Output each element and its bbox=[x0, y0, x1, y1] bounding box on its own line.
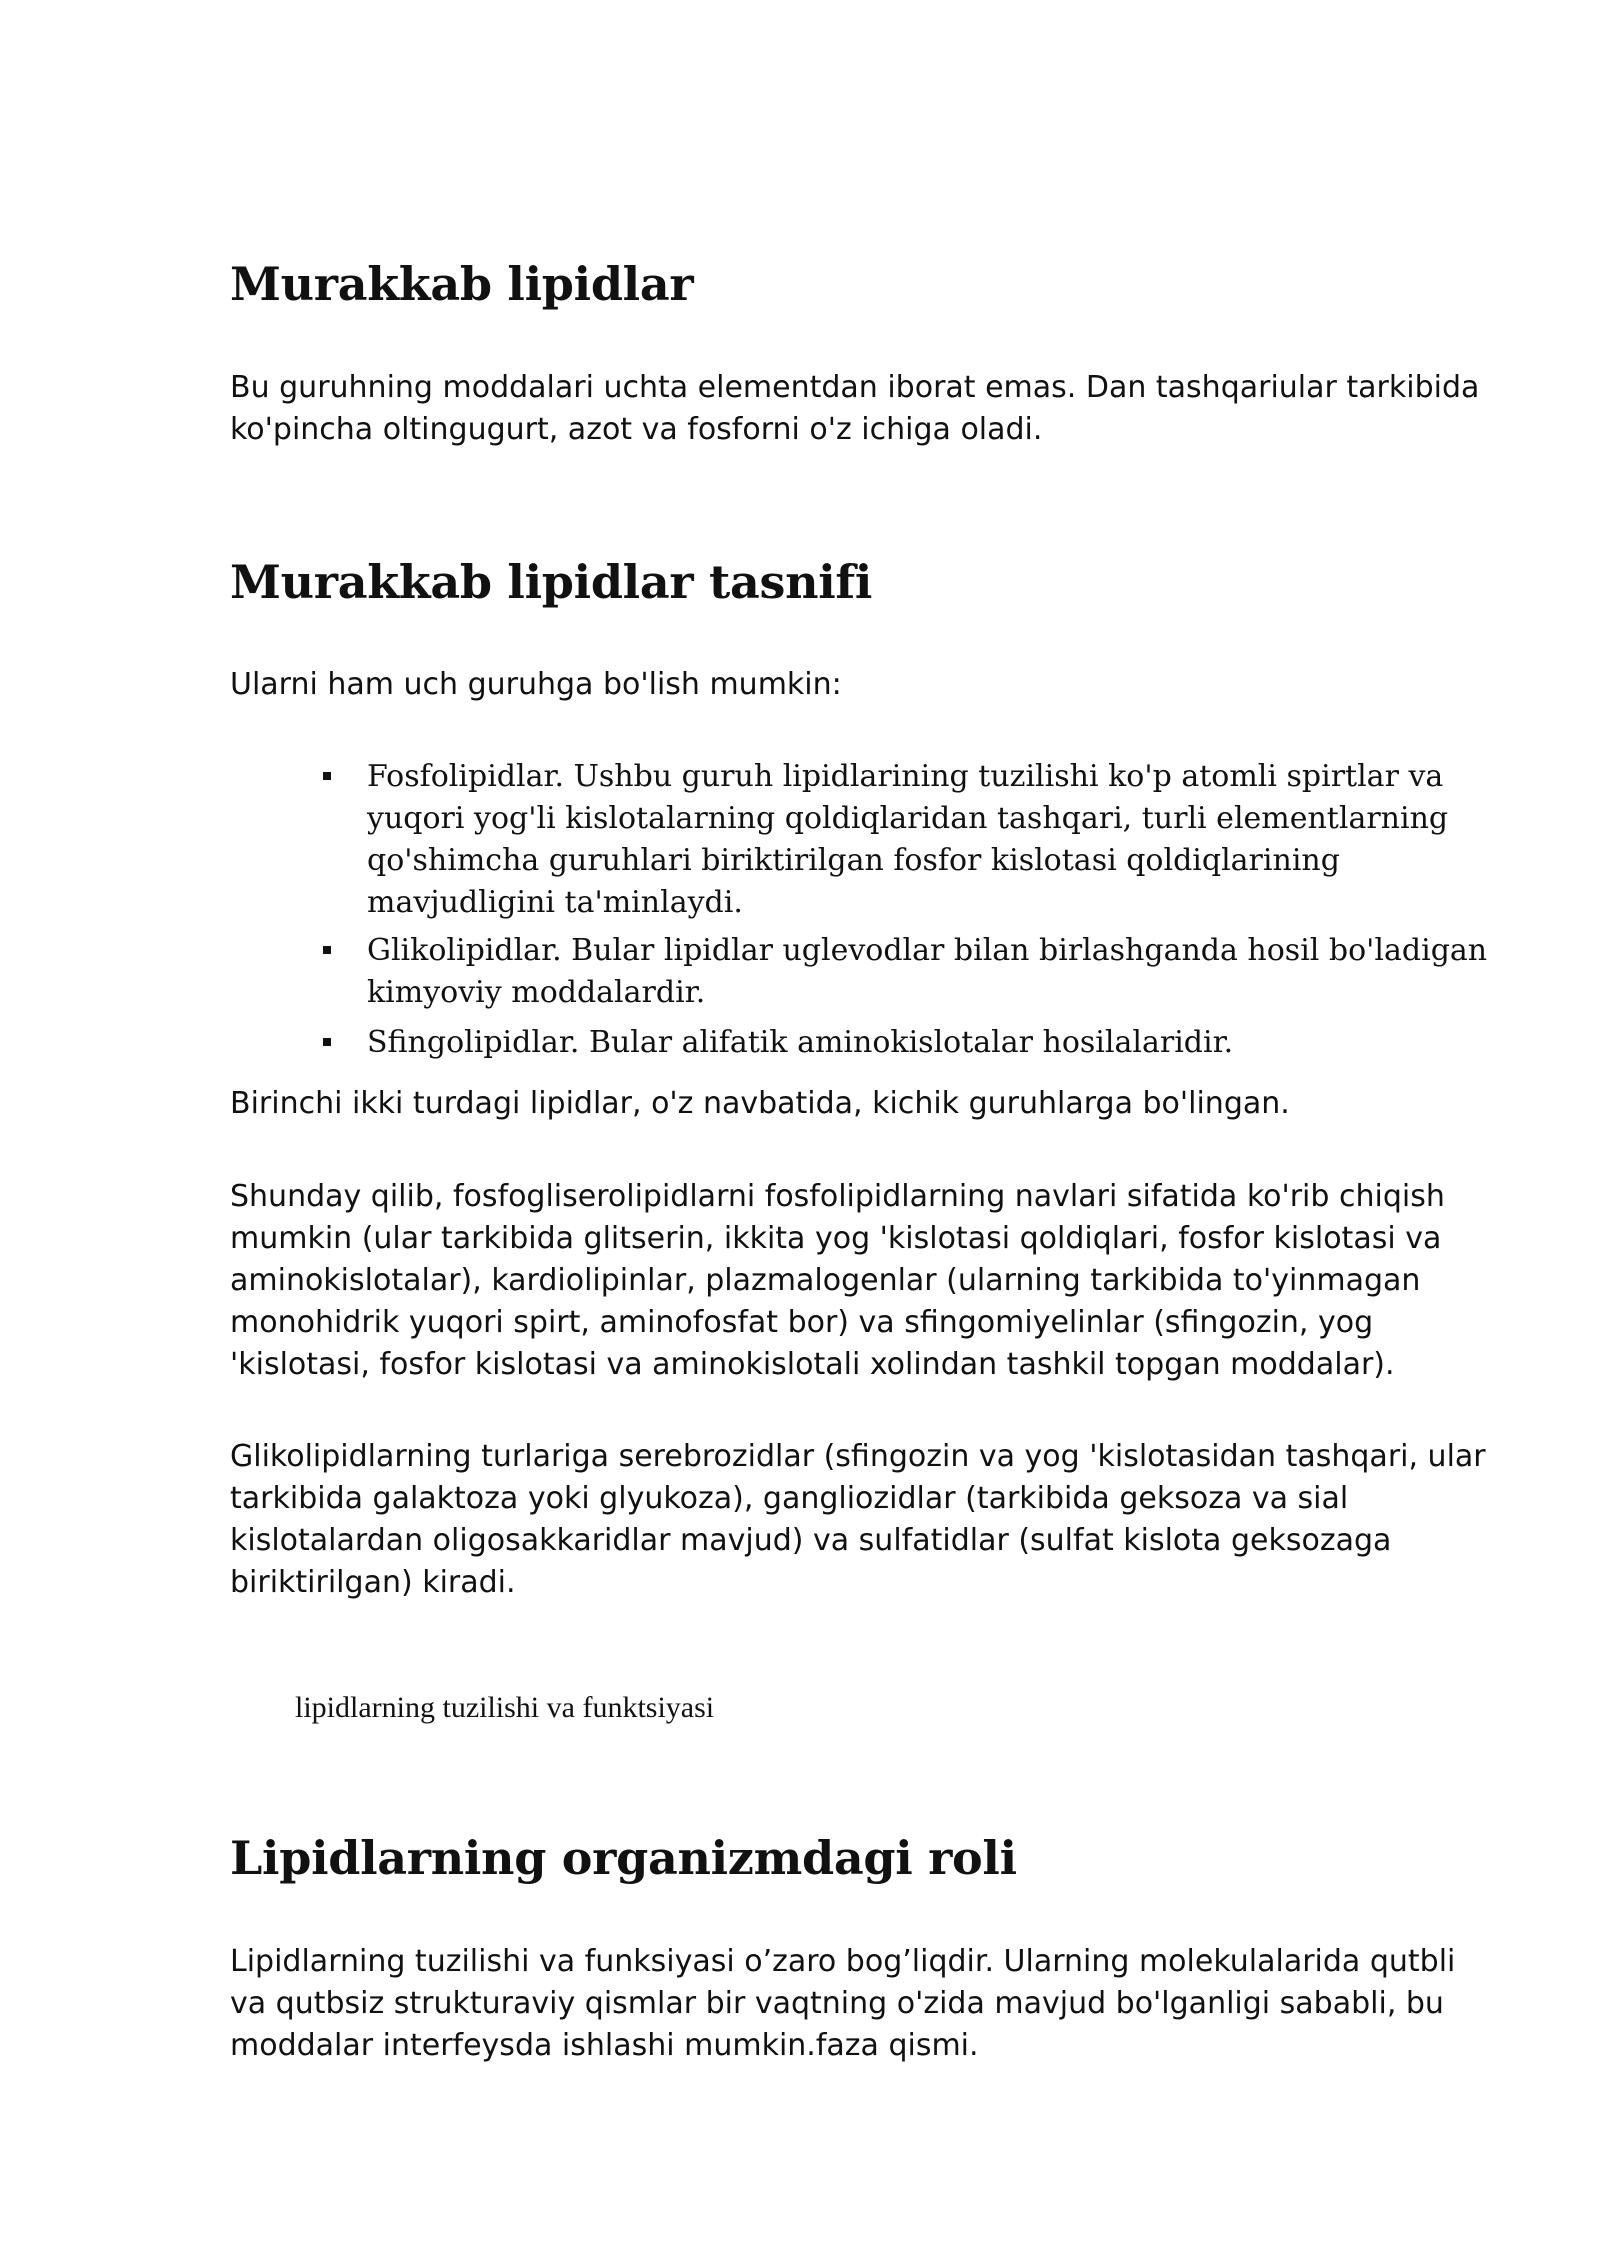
bullet-icon bbox=[323, 772, 331, 780]
bullet-icon bbox=[323, 1038, 331, 1046]
section-heading-classification: Murakkab lipidlar tasnifi bbox=[230, 555, 873, 609]
list-item bbox=[230, 930, 1517, 1014]
paragraph-phospholipid-varieties: Shunday qilib, fosfogliserolipidlarni fosfolipidlarning navlari sifatida ko'rib chiqish mumkin (ular tarkibida glitserin, ikkita yog 'kislotasi qoldiqlari, fosfor kislotasi va aminokislotalar), kardiolipinlar, plazmalogenlar (ularning tarkibida to'yinmagan monohidrik yuqori spirt, aminofosfat bor) va sfingomiyelinlar (sfingozin, yog 'kislotasi, fosfor kislotasi va aminokislotali xolindan tashkil topgan moddalar). bbox=[230, 1179, 1445, 1382]
list-item bbox=[230, 1022, 1517, 1064]
lipid-type-list bbox=[230, 756, 1490, 1064]
bullet-icon bbox=[323, 946, 331, 954]
list-item-text: Fosfolipidlar. Ushbu guruh lipidlarining tuzilishi ko'p atomli spirtlar va yuqori yog'li kislotalarning qoldiqlaridan tashqari, turli elementlarning qo'shimcha guruhlari biriktirilgan fosfor kislotasi qoldiqlarining mavjudligini ta'minlaydi. bbox=[367, 759, 1449, 920]
paragraph-classification-intro: Ularni ham uch guruhga bo'lish mumkin: bbox=[230, 667, 842, 702]
section-heading-complex-lipids: Murakkab lipidlar bbox=[230, 257, 694, 311]
paragraph-role: Lipidlarning tuzilishi va funksiyasi o’zaro bog’liqdir. Ularning molekulalarida qutbli va qutbsiz strukturaviy qismlar bir vaqtning o'zida mavjud bo'lganligi sababli, bu moddalar interfeysda ishlashi mumkin.faza qismi. bbox=[230, 1944, 1456, 2063]
list-item-text: Glikolipidlar. Bular lipidlar uglevodlar bilan birlashganda hosil bo'ladigan kimyoviy moddalardir. bbox=[367, 933, 1488, 1010]
list-item-text: Sfingolipidlar. Bular alifatik aminokislotalar hosilalaridir. bbox=[367, 1025, 1234, 1060]
paragraph-intro: Bu guruhning moddalari uchta elementdan iborat emas. Dan tashqariular tarkibida ko'pincha oltingugurt, azot va fosforni o'z ichiga oladi. bbox=[230, 370, 1480, 447]
paragraph-glycolipid-varieties: Glikolipidlarning turlariga serebrozidlar (sfingozin va yog 'kislotasidan tashqari, ular tarkibida galaktoza yoki glyukoza), gangliozidlar (tarkibida geksoza va sial kislotalardan oligosakkaridlar mavjud) va sulfatidlar (sulfat kislota geksozaga biriktirilgan) kiradi. bbox=[230, 1439, 1486, 1600]
image-caption: lipidlarning tuzilishi va funktsiyasi bbox=[295, 1691, 715, 1724]
paragraph-subgroups: Birinchi ikki turdagi lipidlar, o'z navbatida, kichik guruhlarga bo'lingan. bbox=[230, 1086, 1290, 1121]
section-heading-role: Lipidlarning organizmdagi roli bbox=[230, 1831, 1017, 1885]
list-item bbox=[230, 756, 1517, 924]
